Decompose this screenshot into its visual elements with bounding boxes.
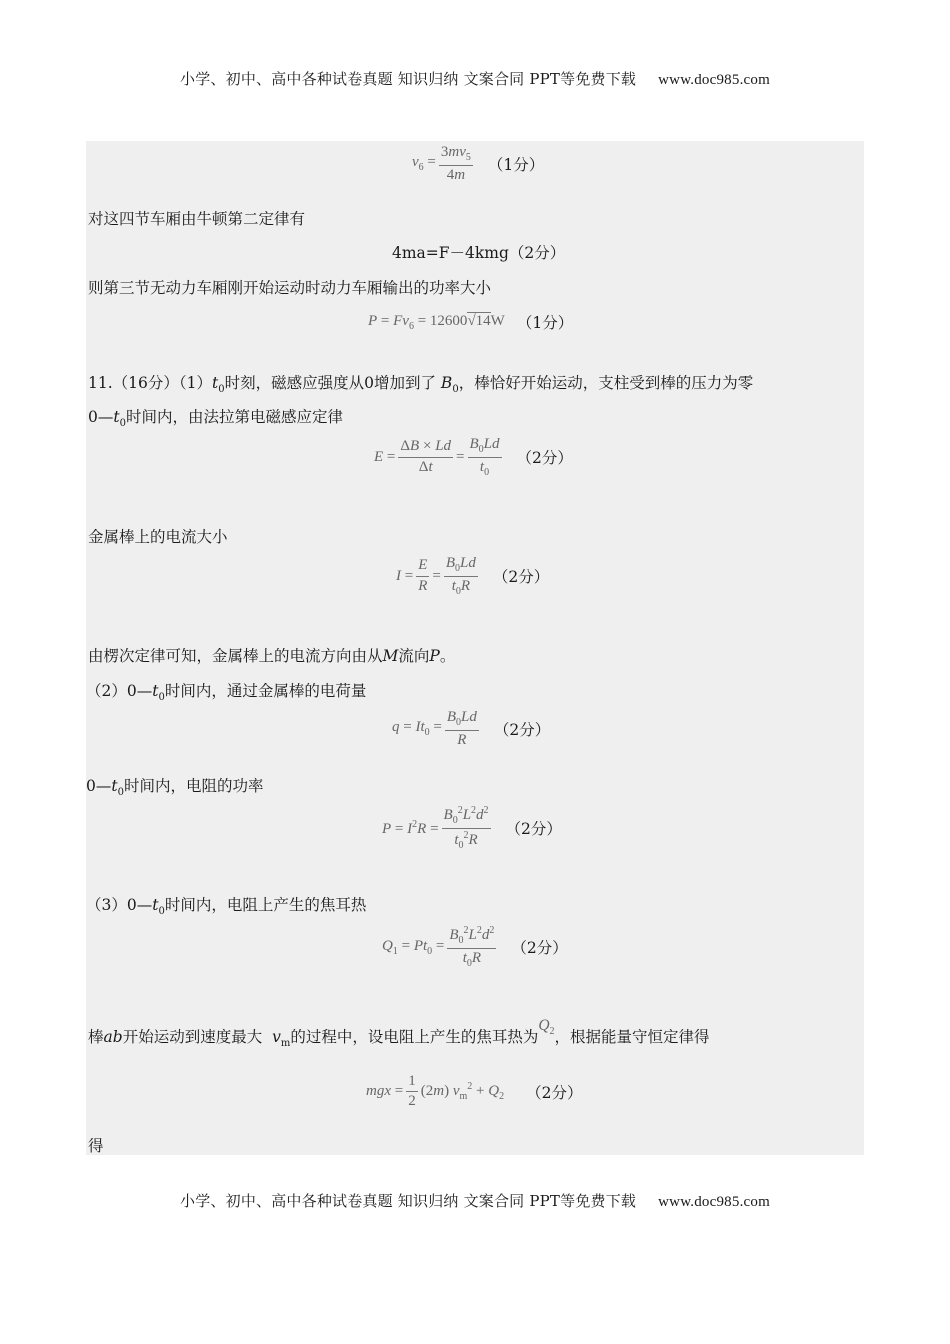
text-power-intro: 则第三节无动力车厢刚开始运动时动力车厢输出的功率大小 (88, 279, 492, 297)
equation-v6: $v_6$ = $\frac{3mv_5}{4m}$ （1分） (412, 144, 545, 183)
footer-url[interactable]: www.doc985.com (658, 1194, 770, 1210)
text-final: 得 (88, 1137, 104, 1155)
text-energy: 棒ab开始运动到速度最大 $v_m$的过程中，设电阻上产生的焦耳热为$Q_2$，根据能量守恒定律得 (88, 1017, 710, 1050)
equation-joule-heat: $Q_1 = Pt_0$ = $\frac{B_0^2L^2d^2}{t_0R}$ （2分） (382, 925, 568, 969)
equation-current: I = $\frac{E}{R}$ = $\frac{B_0Ld}{t_0R}$ （2分） (396, 555, 550, 597)
text-part-2: $(2)0—t_0$时间内，通过金属棒的电荷量 (86, 682, 367, 704)
page-footer (0, 1190, 950, 1211)
text-part-3: $(3)0—t_0$时间内，电阻上产生的焦耳热 (86, 896, 367, 918)
equation-emf: E = $\frac{\Delta B \times Ld}{\Delta t}$ = $\frac{B_0Ld}{t_0}$ （2分） (374, 436, 573, 478)
header-url[interactable]: www.doc985.com (658, 72, 770, 88)
header-text: 小学、初中、高中各种试卷真题 知识归纳 文案合同 PPT等免费下载 (180, 70, 637, 88)
text-question-11: 11.（16分）$(1)t_0$时刻，磁感应强度从0增加到了 $B_0$，棒恰好开始运动，支柱受到棒的压力为零 (88, 374, 754, 396)
equation-resistor-power: $P = I^2R$ = $\frac{B_0^2L^2d^2}{t_0^2R}$ （2分） (382, 805, 562, 851)
footer-text: 小学、初中、高中各种试卷真题 知识归纳 文案合同 PPT等免费下载 (180, 1192, 637, 1210)
page-header (0, 68, 950, 89)
text-newton: 对这四节车厢由牛顿第二定律有 (88, 210, 306, 228)
equation-force: 4ma=F－4kmg（2分） (392, 244, 566, 262)
equation-power: $P = Fv_6 = 12600√14W$ （1分） (368, 312, 574, 332)
equation-charge: $q = It_0$ = $\frac{B_0Ld}{R}$ （2分） (392, 709, 551, 748)
document-body (86, 141, 864, 1155)
text-resistor-power: $0—t_0$时间内，电阻的功率 (86, 777, 264, 799)
text-current: 金属棒上的电流大小 (88, 528, 228, 546)
equation-energy-conservation: mgx = $\frac{1}{2}$ (2m) $v_m^2 + Q_2$ （2分） (366, 1073, 583, 1110)
text-lenz: 由楞次定律可知，金属棒上的电流方向由从M流向P。 (88, 647, 456, 665)
text-faraday: $0—t_0$时间内，由法拉第电磁感应定律 (88, 408, 343, 430)
